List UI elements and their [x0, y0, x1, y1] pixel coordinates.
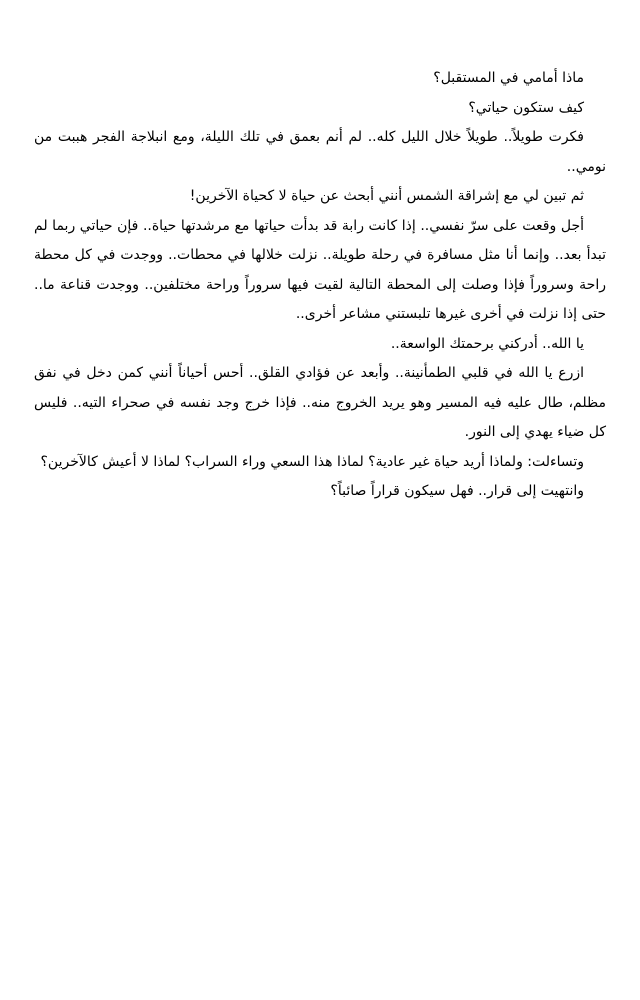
paragraph-4: ثم تبين لي مع إشراقة الشمس أنني أبحث عن حياة لا كحياة الآخرين! [189, 188, 584, 204]
paragraph-1: ماذا أمامي في المستقبل؟ [433, 70, 584, 86]
paragraph-8: وتساءلت: ولماذا أريد حياة غير عادية؟ لماذا هذا السعي وراء السراب؟ لماذا لا أعيش كالآخرين؟ [40, 453, 584, 470]
body-text [34, 64, 606, 507]
paragraph-6: يا الله.. أدركني برحمتك الواسعة.. [390, 335, 584, 352]
paragraph-5: أجل وقعت على سرّ نفسي.. إذا كانت رابة قد بدأت حياتها مع مرشدتها حياة.. فإن حياتي ربما لم تبدأ بعد.. وإنما أنا مثل مسافرة في رحلة طويلة.. نزلت خلالها في محطات.. ووجدت في كل محطة راحة وسروراً فإذا وصلت إلى المحطة التالية لقيت فيها سروراً وراحة مختلفين.. ووجدت قناعة ما.. حتى إذا نزلت في أخرى غيرها تلبستني مشاعر أخرى.. [34, 217, 606, 322]
paragraph-2: كيف ستكون حياتي؟ [468, 99, 584, 116]
paragraph-3: فكرت طويلاً.. طويلاً خلال الليل كله.. لم أنم بعمق في تلك الليلة، ومع انبلاجة الفجر هببت من نومي.. [34, 129, 606, 175]
paragraph-7: ازرع يا الله في قلبي الطمأنينة.. وأبعد عن فؤادي القلق.. أحس أحياناً أنني كمن دخل في نفق مظلم، طال عليه فيه المسير وهو يريد الخروج منه.. فإذا خرج وجد نفسه في صحراء التيه.. فليس كل ضياء يهدي إلى النور. [34, 365, 606, 440]
paragraph-9: وانتهيت إلى قرار.. فهل سيكون قراراً صائباً؟ [330, 483, 584, 499]
